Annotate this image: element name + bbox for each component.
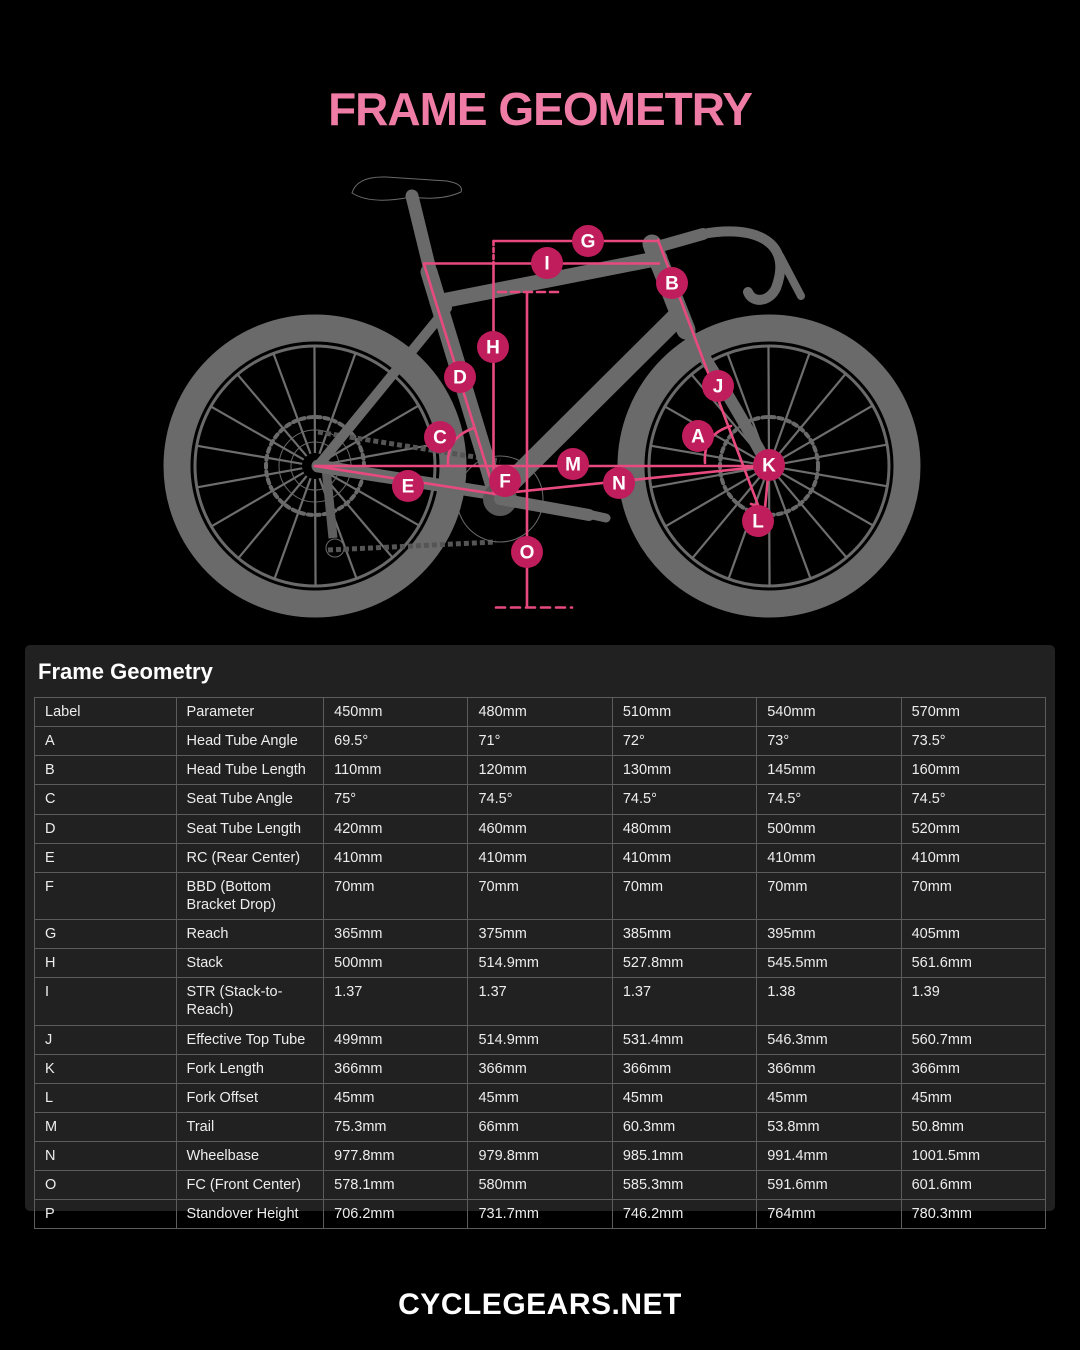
table-row <box>35 920 1046 949</box>
table-cell: G <box>35 920 177 949</box>
table-cell: Seat Tube Angle <box>176 785 324 814</box>
svg-text:G: G <box>580 231 596 253</box>
table-cell: 480mm <box>612 814 756 843</box>
spoke-icon <box>782 468 888 486</box>
table-cell: 410mm <box>468 843 612 872</box>
table-cell: 500mm <box>324 949 468 978</box>
svg-text:E: E <box>401 476 415 498</box>
table-cell: 420mm <box>324 814 468 843</box>
table-cell: 514.9mm <box>468 1025 612 1054</box>
table-cell: 985.1mm <box>612 1142 756 1171</box>
table-row <box>35 1054 1046 1083</box>
table-cell: 366mm <box>468 1054 612 1083</box>
table-cell: J <box>35 1025 177 1054</box>
table-cell: 160mm <box>901 756 1045 785</box>
diagram-label-m <box>557 448 589 480</box>
table-cell: 531.4mm <box>612 1025 756 1054</box>
table-row <box>35 1142 1046 1171</box>
spoke-icon <box>196 446 302 464</box>
table-header-row <box>35 698 1046 727</box>
table-header-cell: Parameter <box>176 698 324 727</box>
table-cell: Trail <box>176 1112 324 1141</box>
table-cell: Fork Length <box>176 1054 324 1083</box>
table-cell: K <box>35 1054 177 1083</box>
table-cell: 731.7mm <box>468 1200 612 1229</box>
svg-text:F: F <box>499 471 511 493</box>
bike-diagram-svg <box>0 130 1080 645</box>
table-cell: 74.5° <box>757 785 901 814</box>
table-cell: 366mm <box>324 1054 468 1083</box>
table-cell: N <box>35 1142 177 1171</box>
diagram-label-k <box>753 449 785 481</box>
table-cell: I <box>35 978 177 1025</box>
table-cell: 410mm <box>324 843 468 872</box>
table-cell: 514.9mm <box>468 949 612 978</box>
site-name: CYCLEGEARS.NET <box>398 1288 682 1321</box>
diagram-label-o <box>511 536 543 568</box>
table-cell: 601.6mm <box>901 1171 1045 1200</box>
table-cell: 145mm <box>757 756 901 785</box>
table-cell: 70mm <box>468 872 612 919</box>
table-cell: 1.37 <box>612 978 756 1025</box>
table-cell: Fork Offset <box>176 1083 324 1112</box>
diagram-label-e <box>392 470 424 502</box>
spoke-icon <box>210 473 303 527</box>
table-row <box>35 814 1046 843</box>
table-cell: 45mm <box>757 1083 901 1112</box>
table-cell: 585.3mm <box>612 1171 756 1200</box>
table-cell: Reach <box>176 920 324 949</box>
table-cell: 746.2mm <box>612 1200 756 1229</box>
table-cell: 1.37 <box>324 978 468 1025</box>
diagram-label-c <box>424 421 456 453</box>
table-header-cell: 540mm <box>757 698 901 727</box>
table-cell: P <box>35 1200 177 1229</box>
diagram-label-i <box>531 247 563 279</box>
svg-text:N: N <box>612 473 626 495</box>
geometry-table-body <box>35 727 1046 1229</box>
diagram-label-l <box>742 505 774 537</box>
table-cell: 70mm <box>612 872 756 919</box>
table-row <box>35 1083 1046 1112</box>
diagram-label-n <box>603 467 635 499</box>
svg-text:O: O <box>519 542 535 564</box>
table-cell: 50.8mm <box>901 1112 1045 1141</box>
table-cell: 560.7mm <box>901 1025 1045 1054</box>
table-cell: 527.8mm <box>612 949 756 978</box>
table-cell: 60.3mm <box>612 1112 756 1141</box>
table-row <box>35 1112 1046 1141</box>
table-row <box>35 1200 1046 1229</box>
table-cell: E <box>35 843 177 872</box>
table-cell: 70mm <box>901 872 1045 919</box>
table-cell: 45mm <box>612 1083 756 1112</box>
table-head <box>35 698 1046 727</box>
table-cell: 706.2mm <box>324 1200 468 1229</box>
table-cell: Seat Tube Length <box>176 814 324 843</box>
table-cell: 1.37 <box>468 978 612 1025</box>
spoke-icon <box>780 472 874 526</box>
table-header-cell: 450mm <box>324 698 468 727</box>
table-header-cell: Label <box>35 698 177 727</box>
table-cell: BBD (Bottom Bracket Drop) <box>176 872 324 919</box>
table-cell: Wheelbase <box>176 1142 324 1171</box>
table-row <box>35 1025 1046 1054</box>
table-cell: 500mm <box>757 814 901 843</box>
table-cell: 410mm <box>757 843 901 872</box>
table-row <box>35 872 1046 919</box>
table-cell: 561.6mm <box>901 949 1045 978</box>
svg-text:D: D <box>453 367 467 389</box>
table-cell: 520mm <box>901 814 1045 843</box>
table-cell: 410mm <box>901 843 1045 872</box>
table-cell: M <box>35 1112 177 1141</box>
table-cell: H <box>35 949 177 978</box>
diagram-label-b <box>656 267 688 299</box>
table-cell: 70mm <box>757 872 901 919</box>
table-title: Frame Geometry <box>38 659 213 684</box>
table-row <box>35 843 1046 872</box>
table-cell: L <box>35 1083 177 1112</box>
table-cell: 66mm <box>468 1112 612 1141</box>
table-cell: 73.5° <box>901 727 1045 756</box>
table-cell: Standover Height <box>176 1200 324 1229</box>
table-cell: 366mm <box>757 1054 901 1083</box>
table-row <box>35 727 1046 756</box>
table-cell: 120mm <box>468 756 612 785</box>
table-cell: 578.1mm <box>324 1171 468 1200</box>
table-row <box>35 756 1046 785</box>
table-cell: 405mm <box>901 920 1045 949</box>
svg-text:C: C <box>433 427 447 449</box>
table-cell: 70mm <box>324 872 468 919</box>
frame-geometry-diagram <box>0 130 1080 645</box>
diagram-label-f <box>489 465 521 497</box>
table-cell: 366mm <box>612 1054 756 1083</box>
diagram-label-h <box>477 331 509 363</box>
table-cell: 546.3mm <box>757 1025 901 1054</box>
table-cell: 410mm <box>612 843 756 872</box>
table-cell: 130mm <box>612 756 756 785</box>
diagram-label-d <box>444 361 476 393</box>
table-cell: 75.3mm <box>324 1112 468 1141</box>
table-header-cell: 510mm <box>612 698 756 727</box>
svg-text:B: B <box>665 273 679 295</box>
table-cell: 375mm <box>468 920 612 949</box>
table-cell: Head Tube Length <box>176 756 324 785</box>
table-cell: 75° <box>324 785 468 814</box>
table-cell: 977.8mm <box>324 1142 468 1171</box>
spoke-icon <box>210 406 304 460</box>
table-cell: 45mm <box>324 1083 468 1112</box>
table-cell: 991.4mm <box>757 1142 901 1171</box>
table-cell: 45mm <box>901 1083 1045 1112</box>
table-cell: 74.5° <box>612 785 756 814</box>
diagram-label-a <box>682 420 714 452</box>
handlebar-icon <box>703 231 780 299</box>
table-cell: C <box>35 785 177 814</box>
table-cell: 365mm <box>324 920 468 949</box>
geometry-table-panel <box>25 645 1055 1223</box>
table-cell: B <box>35 756 177 785</box>
table-cell: 366mm <box>901 1054 1045 1083</box>
table-cell: 545.5mm <box>757 949 901 978</box>
table-cell: F <box>35 872 177 919</box>
table-cell: 74.5° <box>468 785 612 814</box>
table-cell: A <box>35 727 177 756</box>
spoke-icon <box>328 444 434 463</box>
diagram-label-g <box>572 225 604 257</box>
svg-text:A: A <box>691 426 705 448</box>
table-cell: 395mm <box>757 920 901 949</box>
table-row <box>35 785 1046 814</box>
table-row <box>35 1171 1046 1200</box>
derailleur-icon <box>326 468 333 538</box>
table-cell: 979.8mm <box>468 1142 612 1171</box>
svg-text:H: H <box>486 337 500 359</box>
table-row <box>35 949 1046 978</box>
table-cell: 1.39 <box>901 978 1045 1025</box>
table-cell: 1001.5mm <box>901 1142 1045 1171</box>
table-cell: D <box>35 814 177 843</box>
table-cell: Effective Top Tube <box>176 1025 324 1054</box>
table-cell: RC (Rear Center) <box>176 843 324 872</box>
spoke-icon <box>196 468 302 487</box>
spoke-icon <box>650 468 756 487</box>
spoke-icon <box>780 405 873 459</box>
table-header-cell: 480mm <box>468 698 612 727</box>
spoke-icon <box>782 444 888 463</box>
svg-text:M: M <box>565 454 581 476</box>
table-cell: 591.6mm <box>757 1171 901 1200</box>
svg-text:L: L <box>752 511 764 533</box>
diagram-label-j <box>702 370 734 402</box>
table-cell: 69.5° <box>324 727 468 756</box>
table-cell: 460mm <box>468 814 612 843</box>
table-cell: O <box>35 1171 177 1200</box>
table-cell: 499mm <box>324 1025 468 1054</box>
table-cell: 53.8mm <box>757 1112 901 1141</box>
page-title: FRAME GEOMETRY <box>328 83 752 135</box>
table-row <box>35 978 1046 1025</box>
table-cell: Head Tube Angle <box>176 727 324 756</box>
svg-text:I: I <box>544 253 550 275</box>
table-cell: 71° <box>468 727 612 756</box>
table-cell: 1.38 <box>757 978 901 1025</box>
table-cell: FC (Front Center) <box>176 1171 324 1200</box>
table-cell: 45mm <box>468 1083 612 1112</box>
table-cell: 780.3mm <box>901 1200 1045 1229</box>
table-cell: 580mm <box>468 1171 612 1200</box>
table-cell: 72° <box>612 727 756 756</box>
table-cell: Stack <box>176 949 324 978</box>
svg-text:J: J <box>712 376 724 398</box>
table-cell: STR (Stack-to-Reach) <box>176 978 324 1025</box>
table-cell: 110mm <box>324 756 468 785</box>
table-cell: 74.5° <box>901 785 1045 814</box>
table-cell: 385mm <box>612 920 756 949</box>
geometry-table <box>34 697 1046 1229</box>
svg-text:K: K <box>762 455 776 477</box>
table-cell: 764mm <box>757 1200 901 1229</box>
table-header-cell: 570mm <box>901 698 1045 727</box>
table-cell: 73° <box>757 727 901 756</box>
